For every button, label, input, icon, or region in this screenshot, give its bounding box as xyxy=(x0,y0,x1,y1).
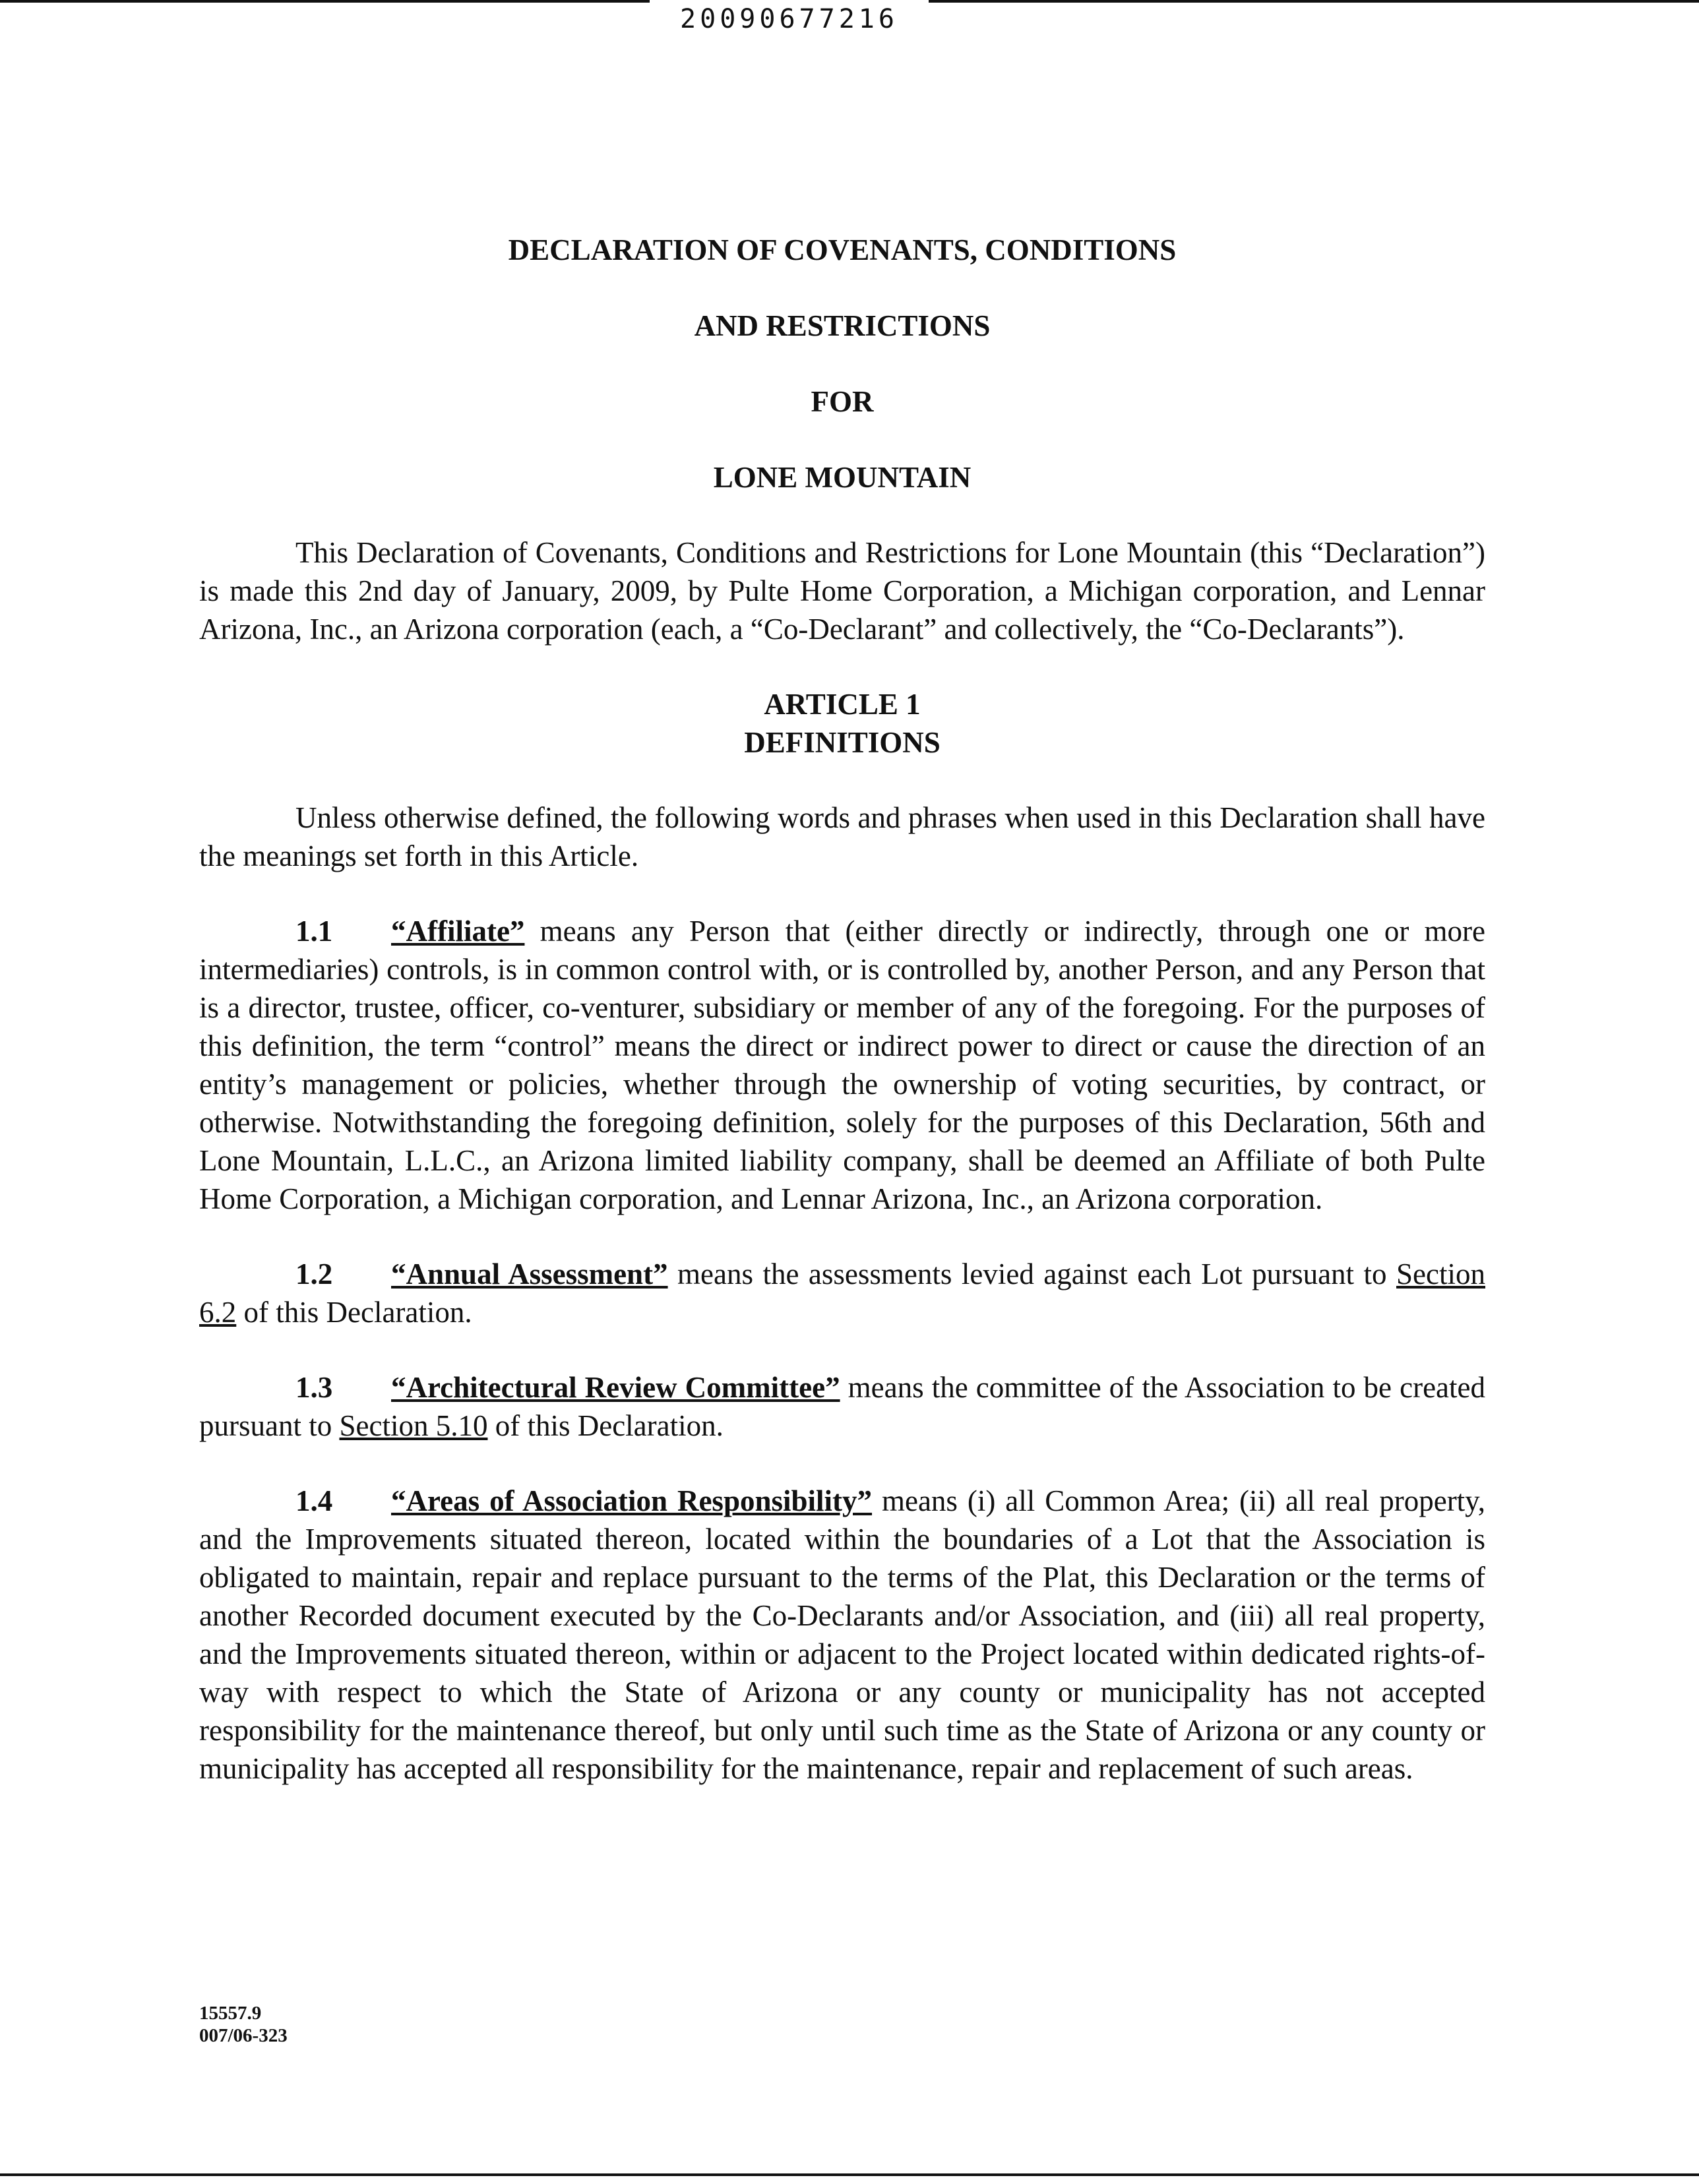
intro-paragraph: This Declaration of Covenants, Conditions and Restrictions for Lone Mountain (this “Declaration”) is made this 2nd day of January, 2009, by Pulte Home Corporation, a Michigan corporation, and Lennar Arizona, Inc., an Arizona corporation (each, a “Co-Declarant” and collectively, the “Co-Declarants”). xyxy=(199,536,1485,646)
section-1-4 xyxy=(199,1482,1485,1788)
defined-term: “Areas of Association Responsibility” xyxy=(391,1484,873,1517)
footer-reference xyxy=(199,2002,288,2047)
section-reference: Section 5.10 xyxy=(339,1409,488,1442)
article-subheading: DEFINITIONS xyxy=(744,726,941,759)
section-text: means (i) all Common Area; (ii) all real property, and the Improvements situated thereon, located within the boundaries of a Lot that the Association is obligated to maintain, repair and replace pursuant to the terms of the Plat, this Declaration or the terms of another Recorded document executed by the Co-Declarants and/or Association, and (iii) all real property, and the Improvements situated thereon, within or adjacent to the Project located within dedicated rights-of-way with respect to which the State of Arizona or any county or municipality has not accepted responsibility for the maintenance thereof, but only until such time as the State of Arizona or any county or municipality has accepted all responsibility for the maintenance, repair and replacement of such areas. xyxy=(199,1484,1486,1785)
footer-line-2: 007/06-323 xyxy=(199,2025,288,2046)
title-line-2: AND RESTRICTIONS xyxy=(694,309,991,342)
defined-term: “Annual Assessment” xyxy=(391,1258,668,1290)
definitions-intro: Unless otherwise defined, the following words and phrases when used in this Declaration shall have the meanings set forth in this Article. xyxy=(199,801,1485,872)
bottom-border xyxy=(0,2173,1699,2176)
defined-term: “Architectural Review Committee” xyxy=(391,1371,840,1404)
defined-term: “Affiliate” xyxy=(391,915,525,948)
section-number: 1.2 xyxy=(295,1258,333,1290)
section-number: 1.3 xyxy=(295,1371,333,1404)
section-text-end: of this Declaration. xyxy=(487,1409,724,1442)
footer-line-1: 15557.9 xyxy=(199,2003,262,2024)
top-border-right xyxy=(929,0,1699,3)
section-1-3 xyxy=(199,1368,1485,1445)
section-number: 1.4 xyxy=(295,1484,333,1517)
section-text-end: of this Declaration. xyxy=(236,1296,472,1329)
section-text: means any Person that (either directly or indirectly, through one or more intermediaries) controls, is in common control with, or is controlled by, another Person, and any Person that is a director, trustee, officer, co-venturer, subsidiary or member of any of the foregoing. For the purposes of this definition, the term “control” means the direct or indirect power to direct or cause the direction of an entity’s management or policies, whether through the ownership of voting securities, by contract, or otherwise. Notwithstanding the foregoing definition, solely for the purposes of this Declaration, 56th and Lone Mountain, L.L.C., an Arizona limited liability company, shall be deemed an Affiliate of both Pulte Home Corporation, a Michigan corporation, and Lennar Arizona, Inc., an Arizona corporation. xyxy=(199,915,1485,1215)
section-1-1 xyxy=(199,912,1485,1218)
section-number: 1.1 xyxy=(295,915,333,948)
title-line-3: FOR xyxy=(811,385,874,418)
article-heading: ARTICLE 1 xyxy=(764,688,921,721)
section-1-2 xyxy=(199,1255,1485,1331)
title-line-1: DECLARATION OF COVENANTS, CONDITIONS xyxy=(508,233,1177,266)
top-border-left xyxy=(0,0,650,3)
recording-number: 20090677216 xyxy=(680,4,898,34)
title-line-4: LONE MOUNTAIN xyxy=(713,461,972,494)
section-reference: Section 6.2 xyxy=(199,1258,1485,1329)
section-text: means the committee of the Association to be created pursuant to xyxy=(199,1371,1485,1442)
section-text: means the assessments levied against each Lot pursuant to xyxy=(667,1258,1397,1290)
document-body xyxy=(199,231,1485,1788)
